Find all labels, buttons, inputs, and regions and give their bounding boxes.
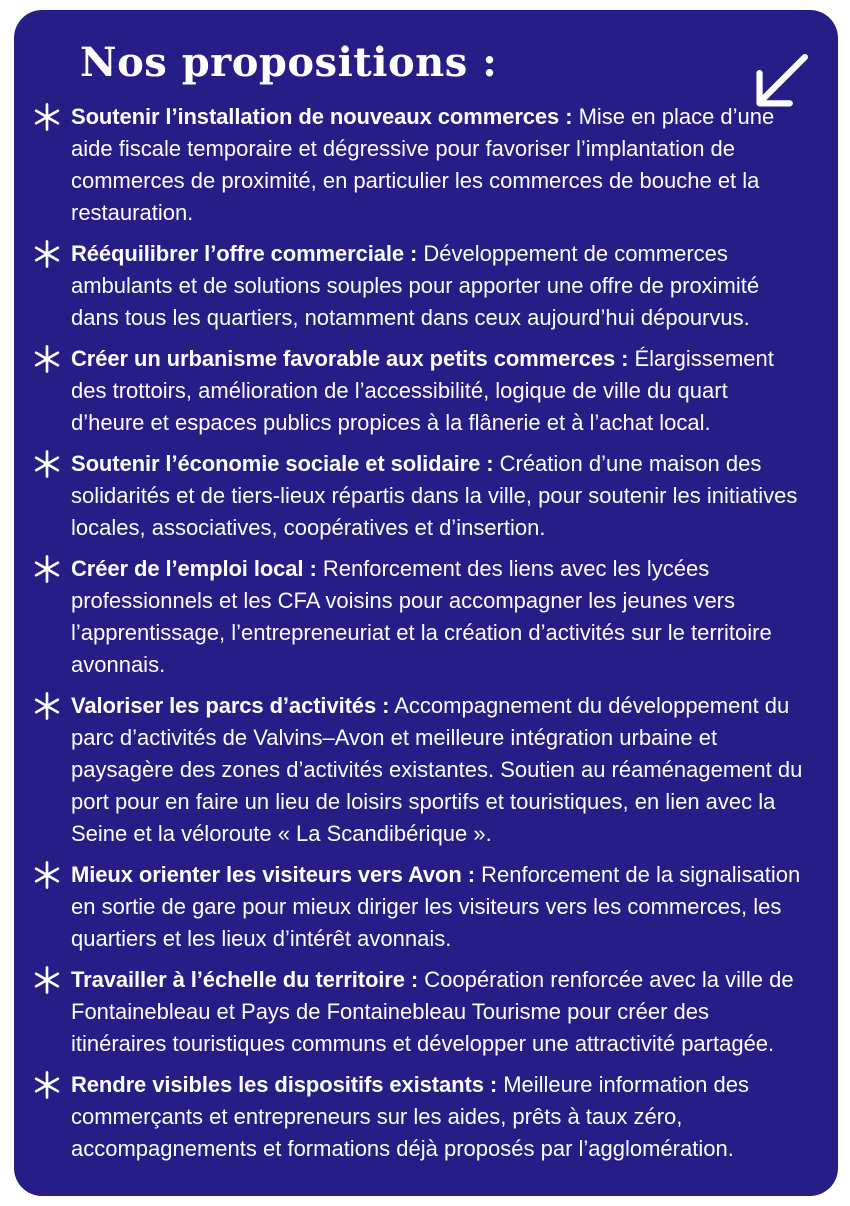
proposition-text bbox=[71, 101, 803, 229]
proposition-body: Coopération renforcée avec la ville de Fontainebleau et Pays de Fontainebleau Tourisme pour créer des itinéraires touristiques communs et développer une attractivité partagée. bbox=[71, 967, 794, 1056]
card-header bbox=[32, 38, 804, 88]
proposition-body: Renforcement de la signalisation en sortie de gare pour mieux diriger les visiteurs vers les commerces, les quartiers et les lieux d’intérêt avonnais. bbox=[71, 862, 801, 951]
list-item bbox=[32, 343, 804, 439]
proposition-text bbox=[71, 964, 803, 1060]
proposition-lead: Valoriser les parcs d’activités : bbox=[71, 693, 390, 718]
asterisk-icon bbox=[32, 1070, 62, 1100]
list-item bbox=[32, 1069, 804, 1165]
page-title: Nos propositions : bbox=[80, 39, 498, 86]
arrow-down-left-icon bbox=[748, 50, 812, 114]
asterisk-icon bbox=[32, 449, 62, 479]
proposition-lead: Travailler à l’échelle du territoire : bbox=[71, 967, 419, 992]
proposition-body: Élargissement des trottoirs, amélioration de l’accessibilité, logique de ville du quart d’heure et espaces publics propices à la flânerie et à l’achat local. bbox=[71, 346, 774, 435]
proposition-text bbox=[71, 859, 803, 955]
proposition-lead: Soutenir l’économie sociale et solidaire : bbox=[71, 451, 494, 476]
list-item bbox=[32, 553, 804, 681]
asterisk-icon bbox=[32, 691, 62, 721]
proposition-text bbox=[71, 343, 803, 439]
proposition-text bbox=[71, 448, 803, 544]
propositions-card bbox=[14, 10, 838, 1196]
list-item bbox=[32, 101, 804, 229]
asterisk-icon bbox=[32, 965, 62, 995]
list-item bbox=[32, 238, 804, 334]
list-item bbox=[32, 448, 804, 544]
proposition-body: Accompagnement du développement du parc d’activités de Valvins–Avon et meilleure intégration urbaine et paysagère des zones d’activités existantes. Soutien au réaménagement du port pour en faire un lieu de loisirs sportifs et touristiques, en lien avec la Seine et la véloroute « La Scandibérique ». bbox=[71, 693, 803, 846]
proposition-body: Développement de commerces ambulants et de solutions souples pour apporter une offre de proximité dans tous les quartiers, notamment dans ceux aujourd’hui dépourvus. bbox=[71, 241, 760, 330]
list-item bbox=[32, 859, 804, 955]
proposition-lead: Rééquilibrer l’offre commerciale : bbox=[71, 241, 418, 266]
list-item bbox=[32, 964, 804, 1060]
asterisk-icon bbox=[32, 554, 62, 584]
proposition-lead: Créer de l’emploi local : bbox=[71, 556, 317, 581]
proposition-text bbox=[71, 238, 803, 334]
proposition-lead: Mieux orienter les visiteurs vers Avon : bbox=[71, 862, 475, 887]
asterisk-icon bbox=[32, 344, 62, 374]
proposition-text bbox=[71, 690, 803, 850]
proposition-text bbox=[71, 553, 803, 681]
proposition-body: Création d’une maison des solidarités et de tiers-lieux répartis dans la ville, pour soutenir les initiatives locales, associatives, coopératives et d’insertion. bbox=[71, 451, 798, 540]
asterisk-icon bbox=[32, 102, 62, 132]
proposition-body: Mise en place d’une aide fiscale temporaire et dégressive pour favoriser l’implantation de commerces de proximité, en particulier les commerces de bouche et la restauration. bbox=[71, 104, 775, 225]
proposition-lead: Créer un urbanisme favorable aux petits commerces : bbox=[71, 346, 629, 371]
proposition-lead: Soutenir l’installation de nouveaux commerces : bbox=[71, 104, 573, 129]
asterisk-icon bbox=[32, 860, 62, 890]
asterisk-icon bbox=[32, 239, 62, 269]
list-item bbox=[32, 690, 804, 850]
proposition-lead: Rendre visibles les dispositifs existants : bbox=[71, 1072, 498, 1097]
proposition-body: Meilleure information des commerçants et entrepreneurs sur les aides, prêts à taux zéro, accompagnements et formations déjà proposés par l’agglomération. bbox=[71, 1072, 749, 1161]
proposition-text bbox=[71, 1069, 803, 1165]
proposition-body: Renforcement des liens avec les lycées professionnels et les CFA voisins pour accompagner les jeunes vers l’apprentissage, l’entrepreneuriat et la création d’activités sur le territoire avonnais. bbox=[71, 556, 772, 677]
propositions-list bbox=[32, 101, 804, 1165]
